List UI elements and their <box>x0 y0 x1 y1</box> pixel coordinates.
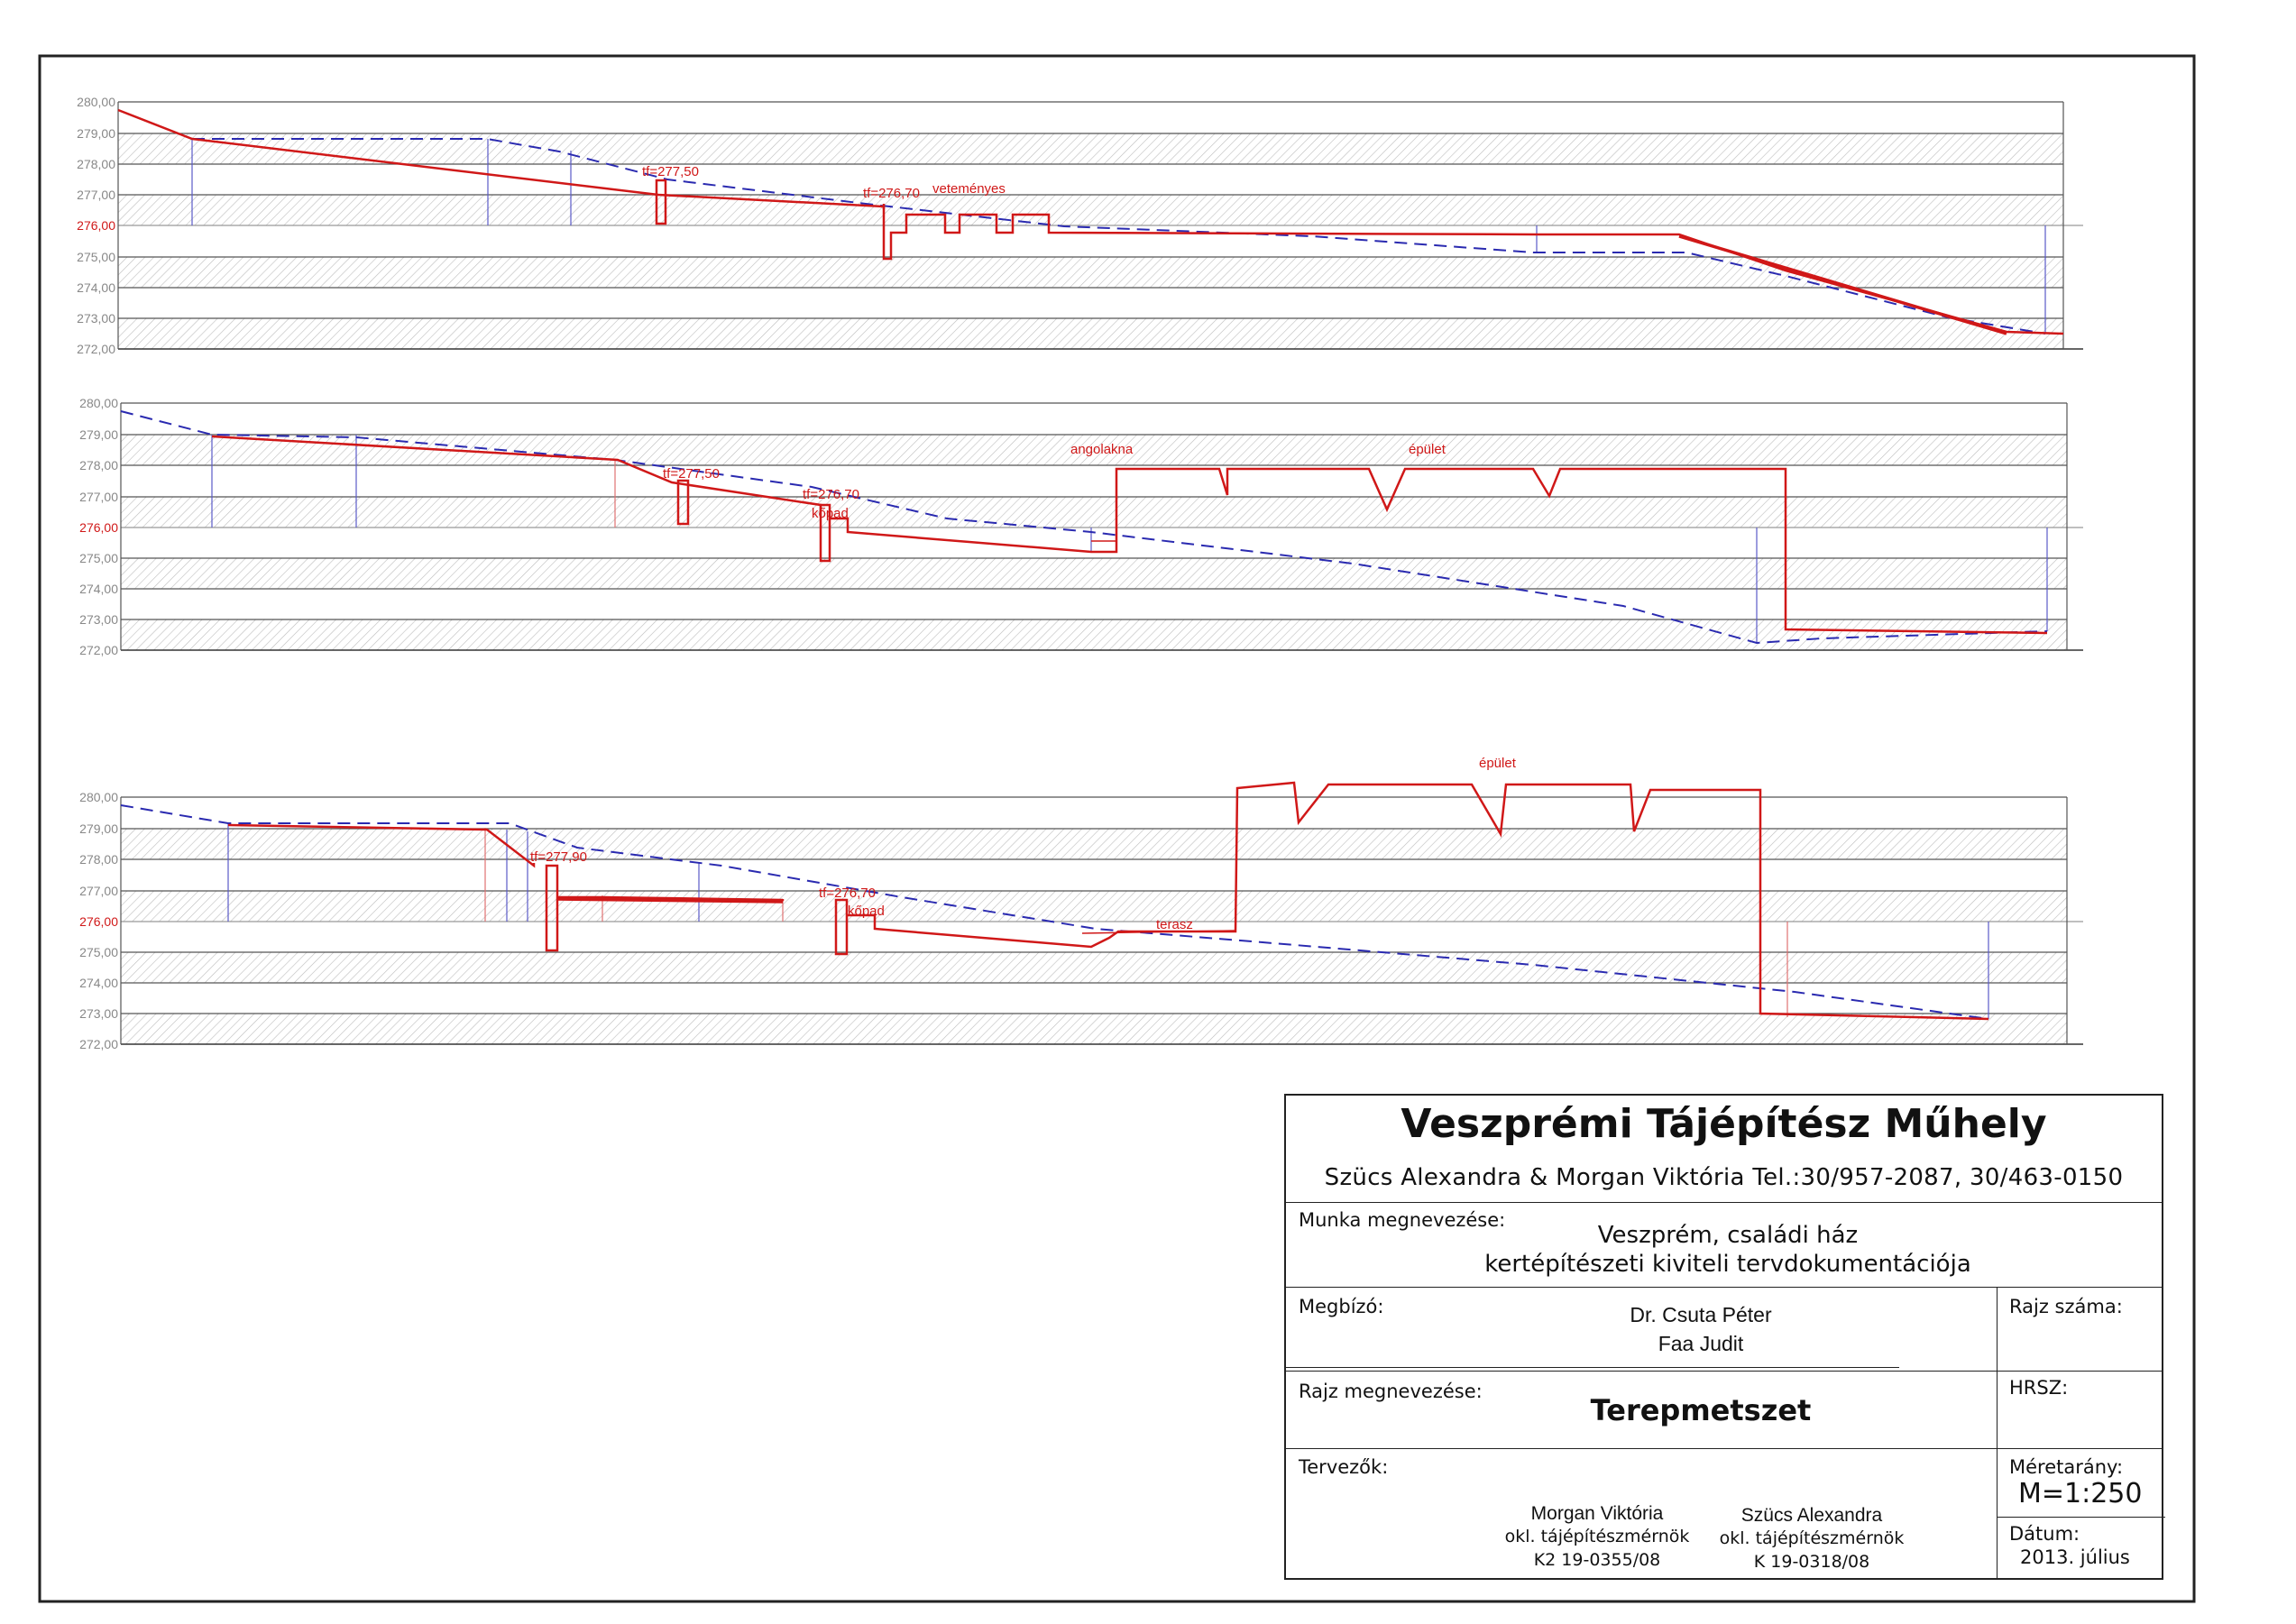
section-2-hatch <box>121 435 2067 650</box>
date-value: 2013. július <box>2020 1546 2130 1568</box>
tick-label: 273,00 <box>79 612 118 627</box>
section-1-annotation-tf-2: tf=276,70 <box>863 186 920 201</box>
section-1-station-lines <box>192 139 2045 334</box>
tick-label: 274,00 <box>77 280 115 295</box>
section-3 <box>79 756 2083 1051</box>
tick-label: 279,00 <box>77 126 115 141</box>
tick-label: 275,00 <box>79 945 118 959</box>
munka-line-1: Veszprém, családi ház <box>1597 1222 1859 1249</box>
section-3-annotation-epulet: épület <box>1479 756 1516 771</box>
tick-label: 277,00 <box>79 884 118 898</box>
section-3-annotation-tf-2: tf=276,70 <box>819 885 876 901</box>
datum-label: Dátum: <box>2009 1523 2080 1545</box>
section-3-annotation-terasz: terasz <box>1156 917 1193 932</box>
section-2 <box>79 396 2083 657</box>
tick-label: 274,00 <box>79 582 118 596</box>
rajz-megnevezese-label: Rajz megnevezése: <box>1299 1381 1483 1402</box>
tick-label: 278,00 <box>79 458 118 473</box>
firm-name: Veszprémi Tájépítész Műhely <box>1401 1101 2047 1147</box>
tervezok-label: Tervezők: <box>1299 1456 1389 1478</box>
section-2-proposed-profile <box>212 436 2047 633</box>
title-block <box>1284 1094 2163 1580</box>
section-3-hatch <box>121 829 2067 1044</box>
tick-label: 278,00 <box>79 852 118 867</box>
megbizo-label: Megbízó: <box>1299 1296 1384 1317</box>
drawing-title: Terepmetszet <box>1590 1393 1812 1427</box>
firm-contact: Szücs Alexandra & Morgan Viktória Tel.:30/957-2087, 30/463-0150 <box>1324 1164 2124 1191</box>
tick-label: 280,00 <box>79 396 118 410</box>
section-3-annotation-kopad: kőpad <box>848 904 885 919</box>
section-1 <box>77 95 2083 356</box>
hrsz-label: HRSZ: <box>2009 1377 2069 1399</box>
tick-label-reference: 276,00 <box>77 218 115 233</box>
munka-line-2: kertépítészeti kiviteli tervdokumentációja <box>1484 1251 1971 1278</box>
section-2-annotation-tf-1: tf=277,50 <box>663 466 720 482</box>
tick-label-reference: 276,00 <box>79 520 118 535</box>
section-2-annotation-kopad: kőpad <box>812 506 849 521</box>
tick-label: 279,00 <box>79 427 118 442</box>
designer-2-name: Szücs Alexandra <box>1740 1505 1883 1526</box>
designer-2-id: K 19-0318/08 <box>1753 1552 1870 1572</box>
section-2-annotation-epulet: épület <box>1409 442 1446 457</box>
tick-label: 272,00 <box>77 342 115 356</box>
meretarany-label: Méretarány: <box>2009 1456 2124 1478</box>
section-1-annotation-tf-1: tf=277,50 <box>642 164 699 179</box>
tick-label: 272,00 <box>79 1037 118 1051</box>
tick-label: 277,00 <box>77 188 115 202</box>
tick-label: 272,00 <box>79 643 118 657</box>
section-1-existing-terrain-line <box>192 139 2045 334</box>
tick-label: 277,00 <box>79 490 118 504</box>
tick-label: 274,00 <box>79 976 118 990</box>
designer-1-title: okl. tájépítészmérnök <box>1504 1527 1690 1546</box>
designer-1-id: K2 19-0355/08 <box>1533 1550 1661 1570</box>
designer-2-title: okl. tájépítészmérnök <box>1719 1528 1905 1548</box>
tick-label: 273,00 <box>77 311 115 326</box>
section-3-annotation-tf-1: tf=277,90 <box>530 849 587 865</box>
section-2-tick-labels <box>79 396 118 657</box>
scale-value: M=1:250 <box>2018 1478 2143 1509</box>
munka-label: Munka megnevezése: <box>1299 1209 1506 1231</box>
tick-label: 278,00 <box>77 157 115 171</box>
tick-label: 280,00 <box>77 95 115 109</box>
tick-label: 275,00 <box>77 250 115 264</box>
tick-label: 273,00 <box>79 1006 118 1021</box>
tick-label: 279,00 <box>79 821 118 836</box>
designer-1-name: Morgan Viktória <box>1530 1503 1664 1524</box>
section-3-tick-labels <box>79 790 118 1051</box>
section-2-annotation-angolakna: angolakna <box>1070 442 1134 457</box>
section-2-annotation-tf-2: tf=276,70 <box>803 487 859 502</box>
tick-label: 280,00 <box>79 790 118 804</box>
tick-label: 275,00 <box>79 551 118 565</box>
megbizo-line-1: Dr. Csuta Péter <box>1630 1303 1772 1326</box>
tick-label-reference: 276,00 <box>79 914 118 929</box>
section-2-station-lines <box>212 435 2047 643</box>
megbizo-line-2: Faa Judit <box>1658 1332 1744 1355</box>
rajz-szama-label: Rajz száma: <box>2009 1296 2123 1317</box>
section-1-tick-labels <box>77 95 115 356</box>
section-1-annotation-vetemenyes: veteményes <box>932 181 1006 197</box>
